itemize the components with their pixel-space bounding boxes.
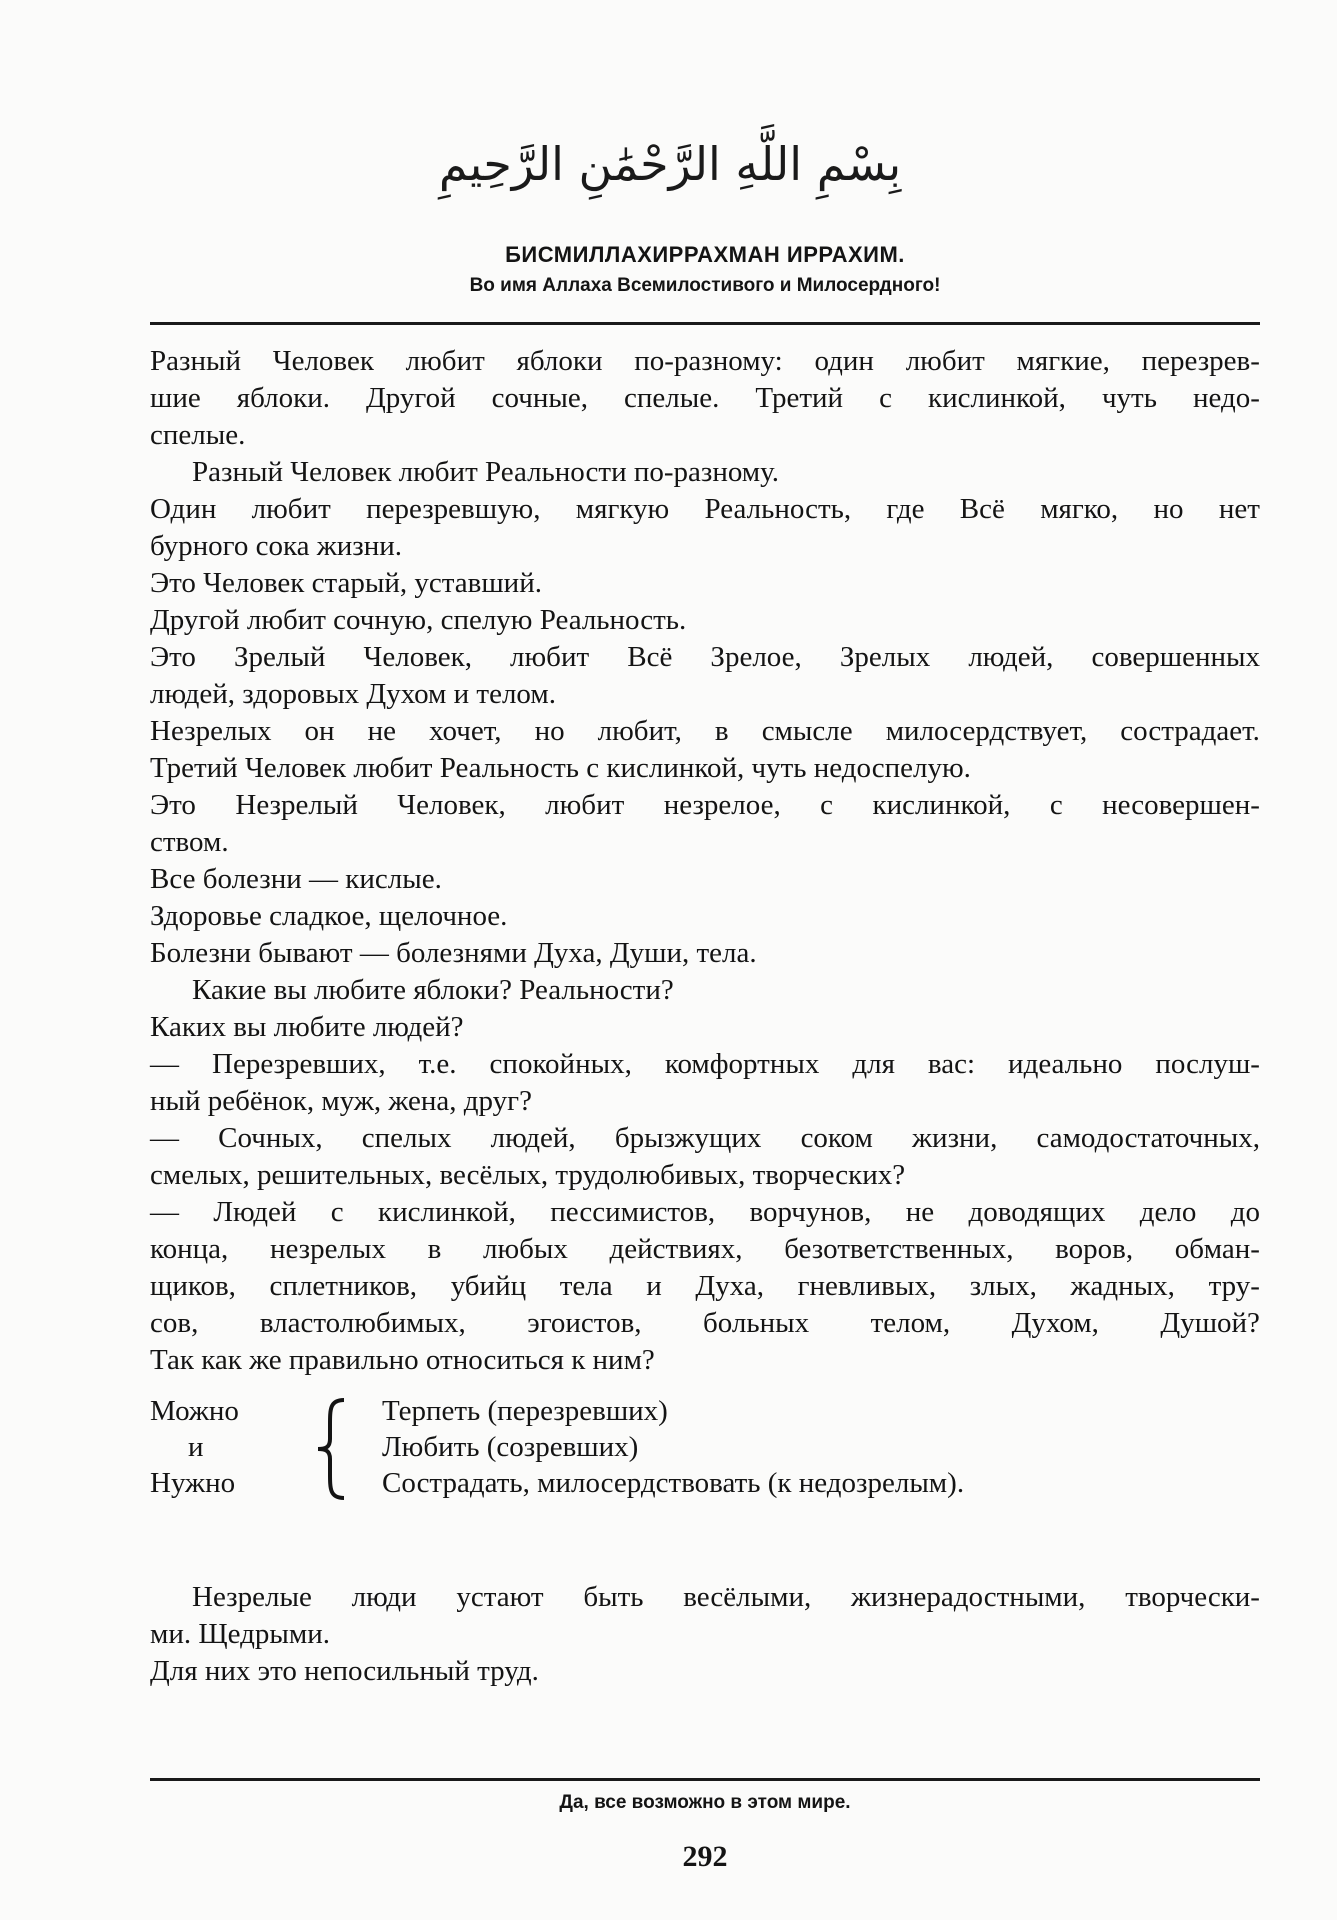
bismillah-calligraphy (438, 110, 902, 210)
text-line: Разный Человек любит яблоки по-разному: один любит мягкие, перезрев- (150, 345, 1260, 377)
text-line: бурного сока жизни. (150, 530, 403, 562)
text-line: Какие вы любите яблоки? Реальности? (192, 974, 674, 1006)
header-divider (150, 322, 1260, 325)
text-line: Незрелых он не хочет, но любит, в смысле милосердствует, сострадает. (150, 715, 1260, 747)
brace-left-word: Нужно (150, 1467, 236, 1499)
text-line: людей, здоровых Духом и телом. (150, 678, 556, 710)
brace-left-word: и (188, 1431, 204, 1463)
text-line: Болезни бывают — болезнями Духа, Души, тела. (150, 937, 757, 969)
text-line: ми. Щедрыми. (150, 1618, 330, 1650)
brace-right-line: Сострадать, милосердствовать (к недозрелым). (382, 1467, 965, 1499)
brace-left-word: Можно (150, 1395, 239, 1427)
brace-right-line: Любить (созревших) (382, 1431, 639, 1463)
page-number: 292 (682, 1840, 728, 1873)
text-line: ством. (150, 826, 229, 858)
text-line: ный ребёнок, муж, жена, друг? (150, 1085, 532, 1117)
text-line: Один любит перезревшую, мягкую Реальность, где Всё мягко, но нет (150, 493, 1260, 525)
text-line: конца, незрелых в любых действиях, безответственных, воров, обман- (150, 1233, 1260, 1265)
text-line: Это Незрелый Человек, любит незрелое, с кислинкой, с несовершен- (150, 789, 1260, 821)
text-line: сов, властолюбимых, эгоистов, больных телом, Духом, Душой? (150, 1307, 1260, 1339)
text-line: спелые. (150, 419, 246, 451)
text-line: Каких вы любите людей? (150, 1011, 464, 1043)
footer-divider (150, 1778, 1260, 1781)
arabic-calligraphy-image (438, 110, 902, 210)
text-line: шие яблоки. Другой сочные, спелые. Третий с кислинкой, чуть недо- (150, 382, 1260, 414)
page-header-title: БИСМИЛЛАХИРРАХМАН ИРРАХИМ. (505, 242, 905, 267)
text-line: щиков, сплетников, убийц тела и Духа, гневливых, злых, жадных, тру- (150, 1270, 1260, 1302)
text-line: Все болезни — кислые. (150, 863, 442, 895)
text-line: Это Человек старый, уставший. (150, 567, 542, 599)
text-line: Незрелые люди устают быть весёлыми, жизнерадостными, творчески- (192, 1581, 1260, 1613)
text-line: смелых, решительных, весёлых, трудолюбивых, творческих? (150, 1159, 906, 1191)
text-line: Разный Человек любит Реальности по-разному. (192, 456, 780, 488)
text-line: Третий Человек любит Реальность с кислинкой, чуть недоспелую. (150, 752, 971, 784)
text-line: — Сочных, спелых людей, брызжущих соком жизни, самодостаточных, (150, 1122, 1260, 1154)
bismillah-arabic-text: بِسْمِ اللَّهِ الرَّحْمَٰنِ الرَّحِيمِ (438, 137, 902, 191)
text-line: — Людей с кислинкой, пессимистов, ворчунов, не доводящих дело до (150, 1196, 1260, 1228)
text-line: Здоровье сладкое, щелочное. (150, 900, 508, 932)
brace-block (150, 1393, 1260, 1513)
curly-brace-icon (314, 1397, 348, 1501)
text-line: Для них это непосильный труд. (150, 1655, 539, 1687)
page-header-subtitle: Во имя Аллаха Всемилостивого и Милосердного! (469, 275, 941, 296)
text-line: Другой любит сочную, спелую Реальность. (150, 604, 687, 636)
brace-right-line: Терпеть (перезревших) (382, 1395, 668, 1427)
text-line: Это Зрелый Человек, любит Всё Зрелое, Зрелых людей, совершенных (150, 641, 1260, 673)
text-line: Так как же правильно относиться к ним? (150, 1344, 655, 1376)
running-footer: Да, все возможно в этом мире. (559, 1792, 851, 1813)
text-line: — Перезревших, т.е. спокойных, комфортных для вас: идеально послуш- (150, 1048, 1260, 1080)
